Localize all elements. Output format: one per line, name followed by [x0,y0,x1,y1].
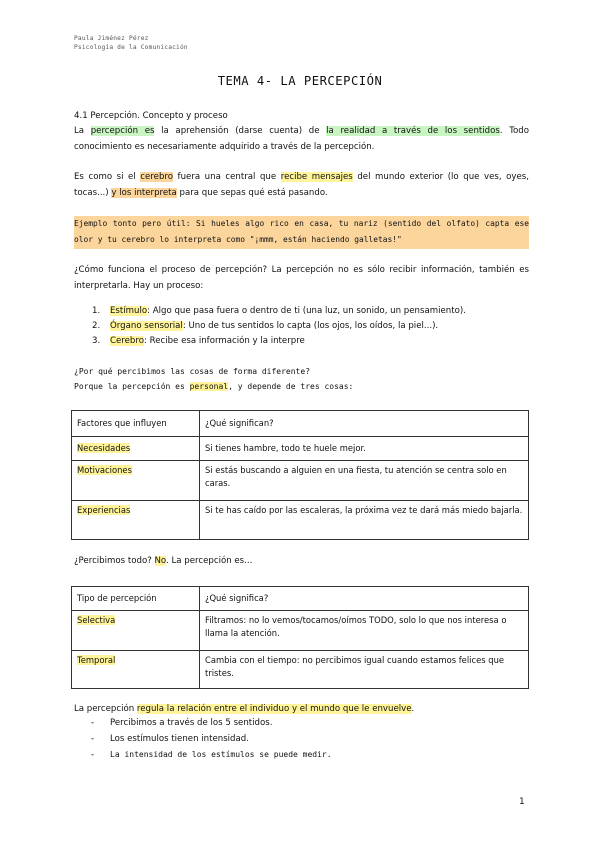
paragraph-regulation: La percepción regula la relación entre el individuo y el mundo que le envuelve. [74,704,415,714]
author-name: Paula Jiménez Pérez [74,35,149,42]
page-number: 1 [519,797,525,807]
step-number: 3. [92,336,101,346]
step-item: Cerebro: Recibe esa información y la interpre [110,336,305,346]
list-item: Los estímulos tienen intensidad. [110,734,249,744]
type-meaning: Filtramos: no lo vemos/tocamos/oímos TODO, solo lo que nos interesa o llama la atención. [200,611,529,651]
type-name: Selectiva [72,611,200,651]
factor-meaning: Si te has caído por las escaleras, la próxima vez te dará más miedo bajarla. [200,501,529,540]
paragraph-brain: Es como si el cerebro fuera una central que recibe mensajes del mundo exterior (lo que ves, oyes, tocas...) y los interpreta para que sepas qué está pasando. [74,172,529,198]
list-item: La intensidad de los estímulos se puede medir. [110,750,332,759]
table-row [72,651,529,689]
step-number: 2. [92,321,101,331]
table-header-row [72,411,529,437]
table-row [72,461,529,501]
subject-name: Psicología de la Comunicación [74,44,188,51]
step-item: Estímulo: Algo que pasa fuera o dentro de ti (una luz, un sonido, un pensamiento). [110,306,466,316]
bullet-marker: - [91,734,95,744]
type-meaning: Cambia con el tiempo: no percibimos igual cuando estamos felices que tristes. [200,651,529,689]
table-header-cell: Factores que influyen [72,411,200,437]
factor-name: Necesidades [72,437,200,461]
step-number: 1. [92,306,101,316]
factors-table [71,410,529,540]
bullet-marker: - [91,718,95,728]
table-header-cell: ¿Qué significan? [200,411,529,437]
factor-name: Motivaciones [72,461,200,501]
bullet-marker: - [91,750,95,760]
table-header-cell: ¿Qué significa? [200,587,529,611]
answer-why: Porque la percepción es personal, y depende de tres cosas: [74,382,354,391]
page-header [74,34,188,52]
section-heading: 4.1 Percepción. Concepto y proceso [74,111,228,121]
example-callout: Ejemplo tonto pero útil: Si hueles algo rico en casa, tu nariz (sentido del olfato) capta ese olor y tu cerebro lo interpreta como "¡mmm, están haciendo galletas!" [74,216,529,249]
factor-name: Experiencias [72,501,200,540]
paragraph-process: ¿Cómo funciona el proceso de percepción? La percepción no es sólo recibir información, también es interpretarla. Hay un proceso: [74,265,529,291]
table-row [72,437,529,461]
paragraph-definition: La percepción es la aprehensión (darse cuenta) de la realidad a través de los sentidos. Todo conocimiento es necesariamente adquirido a través de la percepción. [74,126,529,152]
table-header-row [72,587,529,611]
types-table [71,586,529,689]
question-perceive-all: ¿Percibimos todo? No. La percepción es... [74,556,253,566]
question-why: ¿Por qué percibimos las cosas de forma diferente? [74,367,311,376]
table-row [72,501,529,540]
factor-meaning: Si tienes hambre, todo te huele mejor. [200,437,529,461]
type-name: Temporal [72,651,200,689]
step-item: Órgano sensorial: Uno de tus sentidos lo capta (los ojos, los oídos, la piel...). [110,321,439,331]
list-item: Percibimos a través de los 5 sentidos. [110,718,273,728]
table-row [72,611,529,651]
table-header-cell: Tipo de percepción [72,587,200,611]
page-title: TEMA 4- LA PERCEPCIÓN [217,74,383,88]
factor-meaning: Si estás buscando a alguien en una fiesta, tu atención se centra solo en caras. [200,461,529,501]
